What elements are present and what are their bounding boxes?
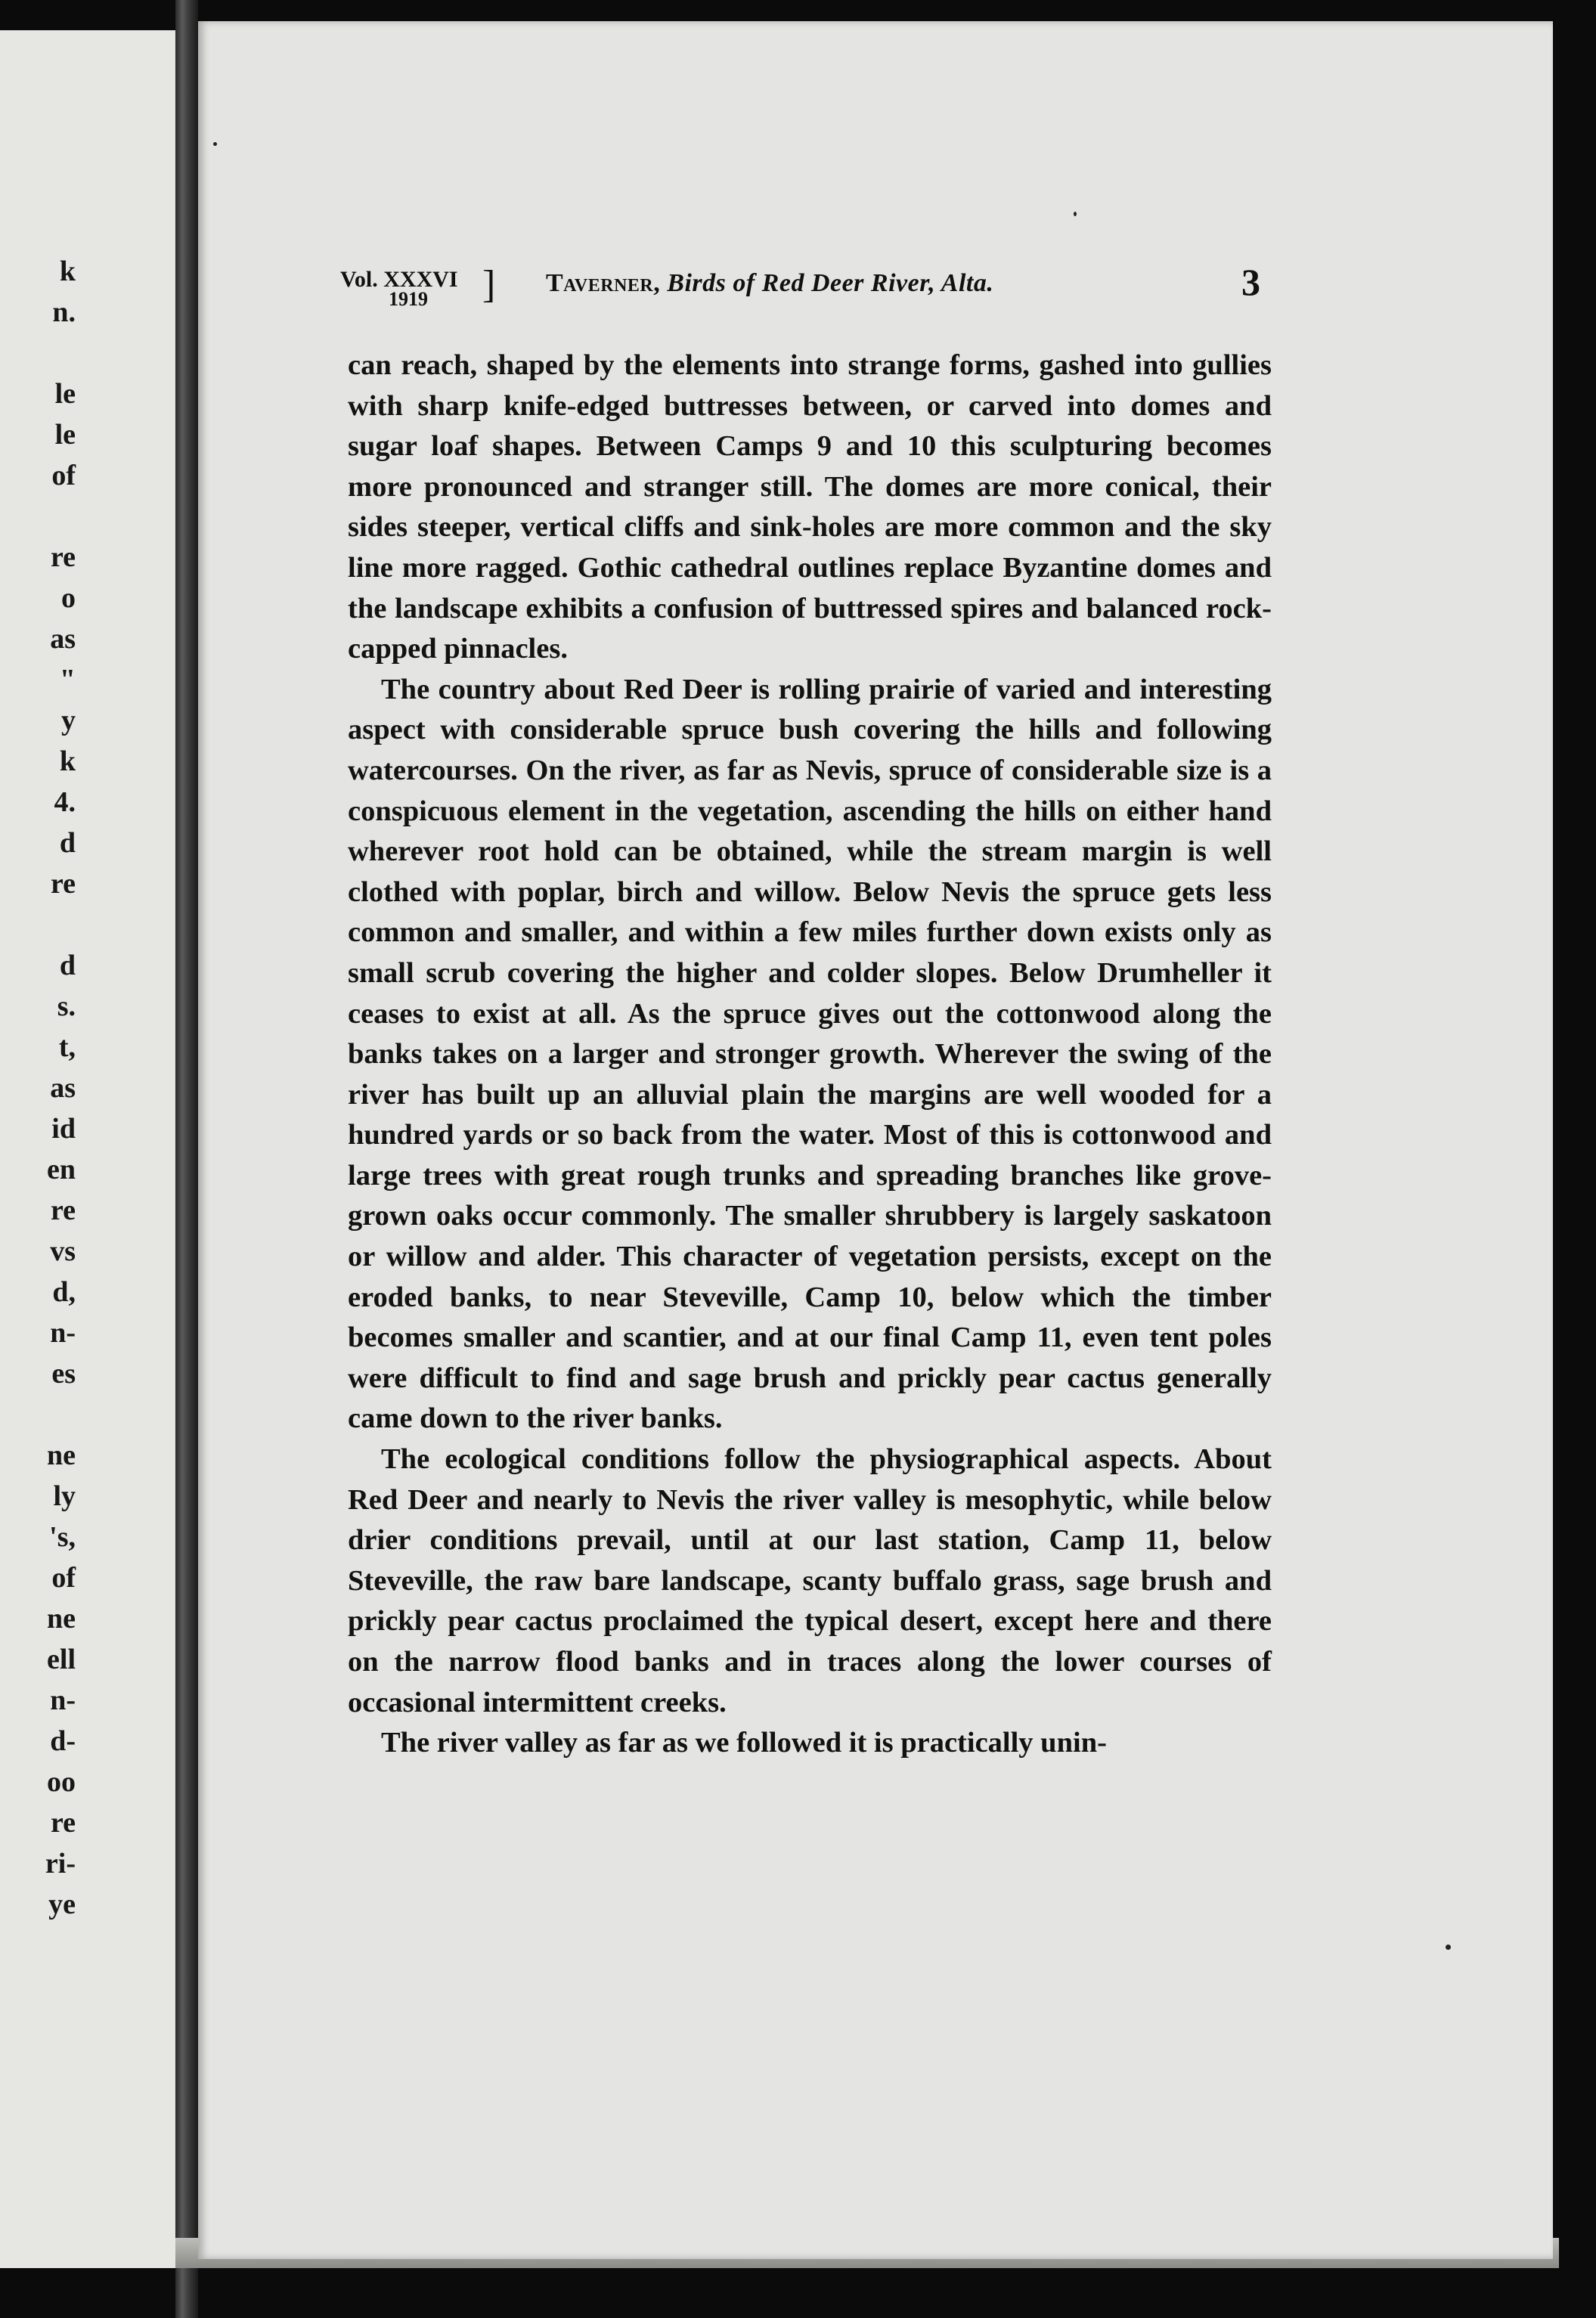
fragment: oo <box>47 1766 76 1798</box>
paragraph-continued: can reach, shaped by the elements into strange forms, gashed into gullies with sharp knife-edged buttresses between, or carved into domes and sugar loaf shapes. Between Camps 9 and 10 this sculpturing becomes more pronounced and stranger still. The domes are more conical, their sides steeper, vertical cliffs and sink-holes are more common and the sky line more ragged. Gothic cathedral outlines replace Byzantine domes and the landscape exhibits a confusion of buttressed spires and balanced rock-capped pinnacles. <box>348 349 1272 665</box>
fragment: id <box>51 1113 76 1145</box>
fragment: re <box>50 1807 76 1839</box>
facing-page-text-fragments <box>0 251 76 1925</box>
fragment: d <box>59 950 76 981</box>
year-label: 1919 <box>389 288 428 310</box>
author-name: Taverner, <box>546 269 661 297</box>
fragment: d <box>59 827 76 859</box>
fragment: k <box>59 256 76 287</box>
fragment: n- <box>50 1684 76 1716</box>
fragment: s. <box>57 990 76 1022</box>
fragment: re <box>50 1195 76 1226</box>
fragment: t, <box>58 1031 76 1063</box>
running-head <box>546 268 993 299</box>
fragment: ell <box>47 1644 76 1675</box>
fragment: of <box>51 460 76 491</box>
fragment: re <box>50 541 76 573</box>
fragment: of <box>51 1562 76 1594</box>
paragraph-continues: The river valley as far as we followed it is practically unin- <box>381 1727 1107 1759</box>
fragment: d- <box>50 1725 76 1757</box>
fragment <box>0 904 76 945</box>
volume-label: Vol. XXXVI <box>340 267 458 292</box>
article-title: Birds of Red Deer River, Alta. <box>667 269 994 297</box>
body-text <box>348 346 1272 1764</box>
fragment: n- <box>50 1317 76 1349</box>
fragment: vs <box>50 1235 76 1267</box>
fragment: ly <box>53 1480 76 1512</box>
speck <box>213 142 217 146</box>
fragment: 's, <box>49 1521 76 1553</box>
fragment: as <box>50 623 76 655</box>
paragraph: The country about Red Deer is rolling prairie of varied and interesting aspect with considerable spruce bush covering the hills and following watercourses. On the river, as far as Nevis, spruce of considerable size is a conspicuous element in the vegetation, ascending the hills on either hand wherever root hold can be obtained, while the stream margin is well clothed with poplar, birch and willow. Below Nevis the spruce gets less common and smaller, and within a few miles further down exists only as small scrub covering the higher and colder slopes. Below Drumheller it ceases to exist at all. As the spruce gives out the cottonwood along the banks takes on a larger and stronger growth. Wherever the swing of the river has built up an alluvial plain the margins are well wooded for a hundred yards or so back from the water. Most of this is cottonwood and large trees with great rough trunks and spreading branches like grove-grown oaks occur commonly. The smaller shrubbery is largely saskatoon or willow and alder. This character of vegetation persists, except on the eroded banks, to near Steveville, Camp 10, below which the timber becomes smaller and scantier, and at our final Camp 11, even tent poles were difficult to find and sage brush and prickly pear cactus generally came down to the river banks. <box>348 673 1272 1435</box>
fragment: o <box>61 582 76 614</box>
fragment: as <box>50 1072 76 1104</box>
page-number: 3 <box>1241 261 1260 303</box>
fragment: ye <box>48 1889 76 1920</box>
fragment: ne <box>47 1603 76 1635</box>
book-gutter <box>175 0 198 2318</box>
fragment: ri- <box>45 1848 76 1880</box>
fragment: y <box>61 705 76 736</box>
fragment <box>0 496 76 537</box>
fragment: " <box>59 664 76 696</box>
fragment <box>0 1394 76 1435</box>
paragraph: The ecological conditions follow the physiographical aspects. About Red Deer and nearly to Nevis the river valley is mesophytic, while below drier conditions prevail, until at our last station, Camp 11, below Steveville, the raw bare landscape, scanty buffalo grass, sage brush and prickly pear cactus proclaimed the typical desert, except here and there on the narrow flood banks and in traces along the lower courses of occasional intermittent creeks. <box>348 1443 1272 1718</box>
fragment: re <box>50 868 76 900</box>
fragment <box>0 333 76 373</box>
fragment: ne <box>47 1439 76 1471</box>
header-bracket: ] <box>482 263 496 306</box>
fragment: d, <box>52 1276 76 1308</box>
fragment: 4. <box>54 786 76 818</box>
fragment: le <box>54 419 76 451</box>
fragment: en <box>47 1154 76 1185</box>
fragment: k <box>59 745 76 777</box>
speck <box>1446 1945 1451 1950</box>
facing-page-edge <box>0 30 175 2268</box>
speck <box>1074 212 1077 216</box>
running-header <box>340 261 1270 321</box>
fragment: es <box>51 1358 76 1390</box>
fragment: n. <box>52 296 76 328</box>
fragment: le <box>54 378 76 410</box>
